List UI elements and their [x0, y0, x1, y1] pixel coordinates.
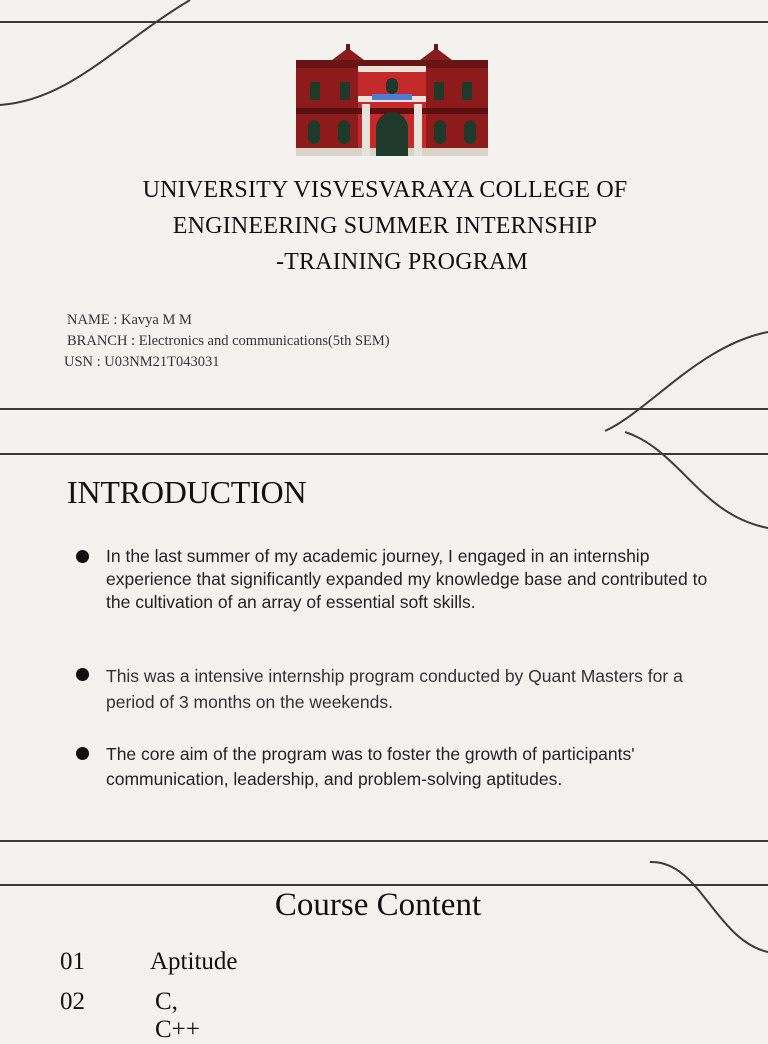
student-name: NAME : Kavya M M — [67, 312, 192, 328]
college-building-logo — [296, 44, 488, 156]
course-number: 02 — [60, 988, 85, 1015]
bullet-text: This was a intensive internship program conducted by Quant Masters for a period of 3 months on the weekends. — [106, 666, 683, 712]
list-item — [76, 545, 716, 614]
bullet-icon — [76, 668, 89, 681]
course-number: 01 — [60, 948, 85, 975]
course-content-heading: Course Content — [274, 887, 482, 923]
page-title — [100, 172, 670, 280]
introduction-heading: INTRODUCTION — [67, 474, 307, 510]
list-item — [76, 742, 716, 792]
bullet-text: In the last summer of my academic journey, I engaged in an internship experience that significantly expanded my knowledge base and contributed to the cultivation of an array of essential soft skills. — [106, 546, 708, 612]
title-line-3: -TRAINING PROGRAM — [275, 249, 529, 275]
student-branch: BRANCH : Electronics and communications(5th SEM) — [67, 333, 390, 349]
list-item — [76, 663, 716, 715]
bullet-icon — [76, 747, 89, 760]
student-info — [64, 310, 390, 373]
bullet-text: The core aim of the program was to foster the growth of participants' communication, leadership, and problem-solving aptitudes. — [106, 744, 635, 789]
title-line-1: UNIVERSITY VISVESVARAYA COLLEGE OF — [142, 177, 628, 203]
course-name: C, C++ — [155, 988, 200, 1043]
course-name: Aptitude — [150, 948, 238, 975]
title-line-2: ENGINEERING SUMMER INTERNSHIP — [172, 213, 598, 239]
bullet-icon — [76, 550, 89, 563]
student-usn: USN : U03NM21T043031 — [64, 354, 220, 370]
